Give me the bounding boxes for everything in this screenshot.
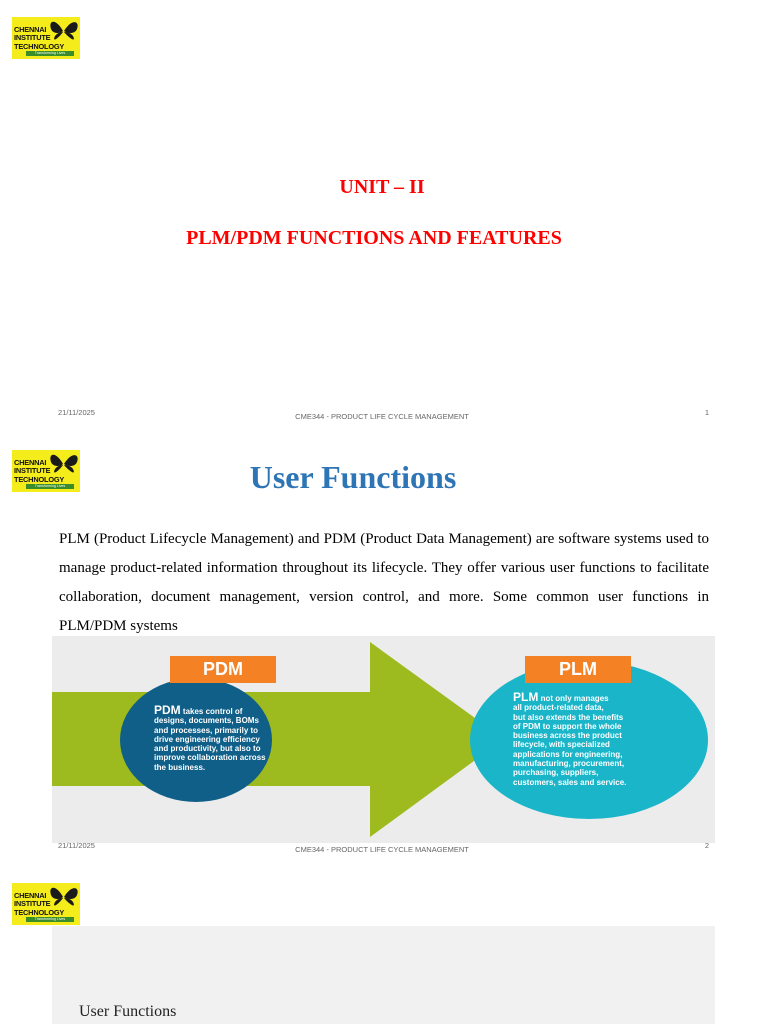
slide-3	[0, 866, 768, 1024]
slide-footer	[0, 841, 768, 855]
plm-line: of PDM to support the whole	[513, 721, 622, 731]
unit-title: UNIT – II	[339, 176, 425, 198]
footer-date: 21/11/2025	[58, 408, 95, 417]
plm-line: manufacturing, procurement,	[513, 759, 625, 769]
plm-line: customers, sales and service.	[513, 777, 627, 787]
logo-tagline: Transforming Lives	[26, 484, 74, 489]
slide-1	[0, 0, 768, 432]
plm-lead: PLM	[513, 690, 539, 704]
pdm-line: the business.	[154, 762, 206, 772]
unit-subtitle: PLM/PDM FUNCTIONS AND FEATURES	[186, 227, 562, 249]
institute-logo	[12, 17, 80, 59]
pdm-plm-diagram	[52, 636, 715, 843]
plm-line: business across the product	[513, 731, 622, 741]
pdm-line: improve collaboration across	[154, 753, 266, 763]
footer-course: CME344 - PRODUCT LIFE CYCLE MANAGEMENT	[295, 412, 469, 421]
pdm-description	[154, 703, 266, 772]
plm-description	[513, 690, 627, 787]
logo-tagline: Transforming Lives	[26, 917, 74, 922]
plm-line: all product-related data,	[513, 703, 604, 713]
footer-page-number: 1	[704, 408, 709, 417]
logo-line: INSTITUTE	[14, 33, 51, 43]
logo-line: CHENNAI	[14, 25, 47, 34]
logo-line: TECHNOLOGY	[14, 907, 65, 917]
logo-line: TECHNOLOGY	[14, 474, 65, 484]
logo-line: CHENNAI	[14, 458, 47, 467]
logo-line: INSTITUTE	[14, 899, 51, 909]
logo-tagline: Transforming Lives	[26, 51, 74, 56]
intro-paragraph: PLM (Product Lifecycle Management) and PDM (Product Data Management) are software systems used to manage product-related information throughout its lifecycle. They offer various user functions to facilitate collaboration, document management, version control, and more. Some common user functions in PLM/PDM systems	[59, 531, 709, 634]
content-panel	[52, 926, 715, 1024]
pdm-line: designs, documents, BOMs	[154, 716, 259, 726]
panel-heading: User Functions	[79, 1003, 177, 1020]
section-heading: User Functions	[249, 459, 457, 495]
footer-date: 21/11/2025	[58, 841, 95, 850]
logo-line: INSTITUTE	[14, 466, 51, 476]
pdm-line: takes control of	[182, 707, 243, 716]
pdm-line: and productivity, but also to	[154, 744, 261, 754]
plm-line: but also extends the benefits	[513, 712, 624, 722]
plm-line: applications for engineering,	[513, 749, 623, 759]
plm-line: not only manages	[540, 694, 609, 703]
logo-line: CHENNAI	[14, 891, 47, 900]
footer-page-number: 2	[704, 841, 709, 850]
institute-logo	[12, 883, 80, 925]
slide-footer	[0, 408, 768, 422]
pdm-line: and processes, primarily to	[154, 725, 259, 735]
pdm-lead: PDM	[154, 703, 181, 717]
footer-course: CME344 - PRODUCT LIFE CYCLE MANAGEMENT	[295, 845, 469, 854]
pdm-label: PDM	[170, 656, 276, 683]
pdm-line: drive engineering efficiency	[154, 734, 260, 744]
plm-line: lifecycle, with specialized	[513, 740, 610, 750]
plm-label: PLM	[525, 656, 631, 683]
logo-line: TECHNOLOGY	[14, 41, 65, 51]
slide-2	[0, 433, 768, 865]
plm-line: purchasing, suppliers,	[513, 768, 599, 778]
